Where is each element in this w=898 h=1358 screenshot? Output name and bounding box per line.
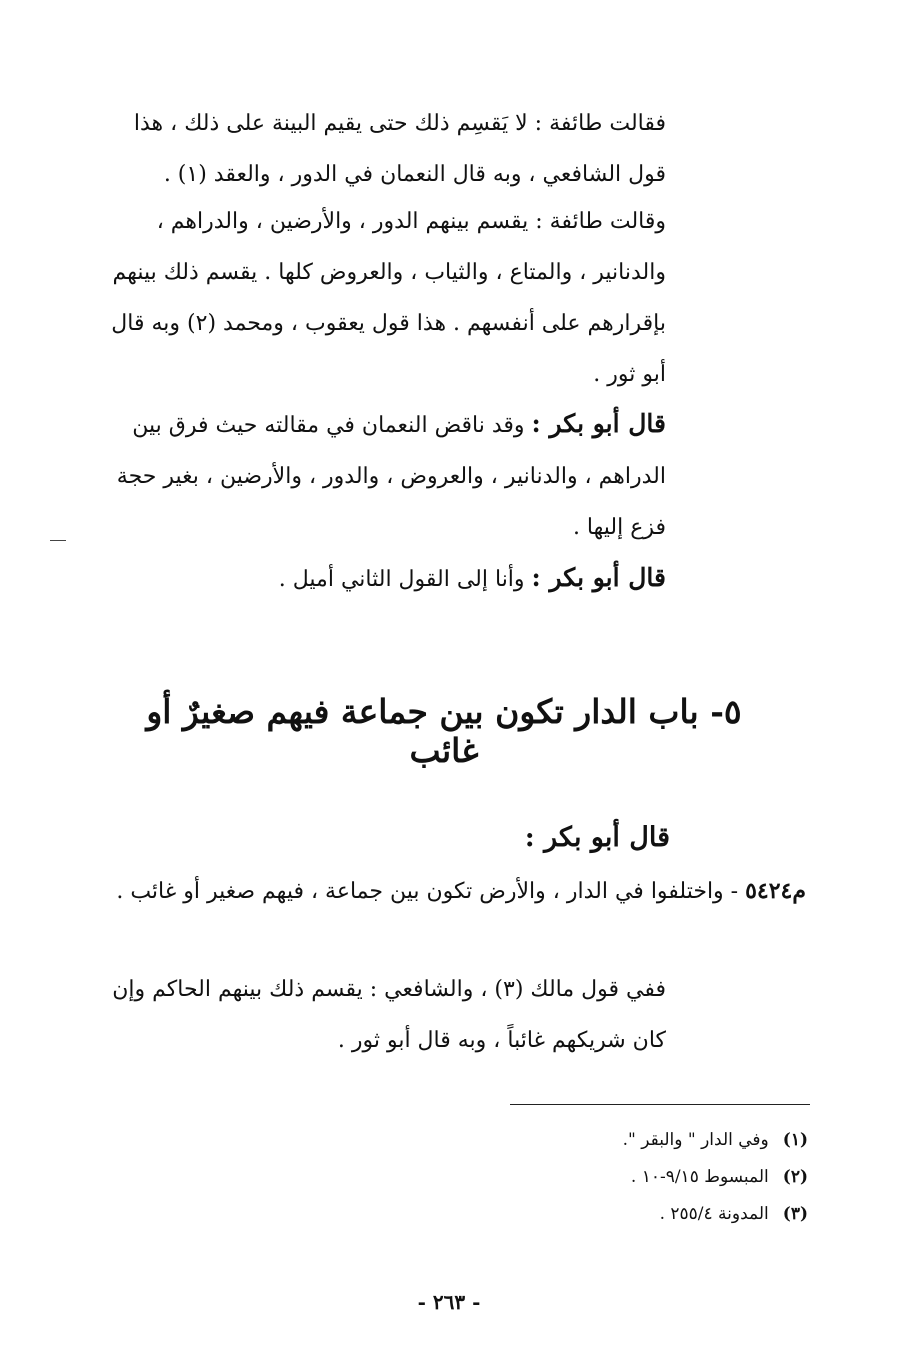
paragraph-3 (92, 398, 666, 553)
paragraph-after (92, 964, 666, 1066)
paragraph-1-text: فقالت طائفة : لا يَقسِم ذلك حتى يقيم البينة على ذلك ، هذا قول الشافعي ، وبه قال النعمان في الدور ، والعقد (١) . (133, 111, 666, 187)
footnotes (623, 1122, 808, 1233)
entry-body (92, 866, 806, 917)
paragraph-after-text: ففي قول مالك (٣) ، والشافعي : يقسم ذلك بينهم الحاكم وإن كان شريكهم غائباً ، وبه قال أبو ثور . (112, 977, 666, 1053)
footnote-1 (623, 1122, 808, 1159)
footnote-number: (٣) (782, 1204, 808, 1224)
abu-bakr-label: قال أبو بكر : (531, 409, 666, 438)
paragraph-4-body (92, 552, 666, 605)
footnote-text: المبسوط ٩/١٥-١٠ . (630, 1167, 769, 1187)
page-number: - ٢٦٣ - (417, 1290, 481, 1314)
footnote-number: (١) (782, 1130, 808, 1150)
abu-bakr-label: قال أبو بكر : (531, 563, 666, 592)
entry-number: م٥٤٢٤ (745, 878, 806, 904)
paragraph-2-text: وقالت طائفة : يقسم بينهم الدور ، والأرضين ، والدراهم ، والدنانير ، والمتاع ، والثياب ، والعروض كلها . يقسم ذلك بينهم بإقرارهم على أنفسهم . هذا قول يعقوب ، ومحمد (٢) وبه قال أبو ثور . (111, 209, 666, 387)
margin-mark (50, 540, 66, 541)
paragraph-3-body (92, 398, 666, 553)
paragraph-4-text: وأنا إلى القول الثاني أميل . (278, 567, 525, 592)
paragraph-1 (92, 98, 666, 200)
footnote-separator (510, 1104, 810, 1105)
footnote-text: المدونة ٢٥٥/٤ . (659, 1204, 769, 1224)
paragraph-3-text: وقد ناقض النعمان في مقالته حيث فرق بين الدراهم ، والدنانير ، والعروض ، والدور ، والأرضين ، بغير حجة فزع إليها . (116, 413, 666, 540)
footnote-number: (٢) (782, 1167, 808, 1187)
footnote-3 (623, 1196, 808, 1233)
abu-bakr-lead: قال أبو بكر : (524, 822, 670, 853)
chapter-heading: ٥- باب الدار تكون بين جماعة فيهم صغيرٌ أو غائب (146, 692, 742, 770)
footnote-2 (623, 1159, 808, 1196)
paragraph-4 (92, 552, 666, 605)
paragraph-2 (92, 196, 666, 400)
footnote-text: وفي الدار " والبقر ". (622, 1130, 769, 1150)
entry-paragraph (92, 866, 806, 917)
entry-text: - واختلفوا في الدار ، والأرض تكون بين جماعة ، فيهم صغير أو غائب . (116, 879, 739, 904)
